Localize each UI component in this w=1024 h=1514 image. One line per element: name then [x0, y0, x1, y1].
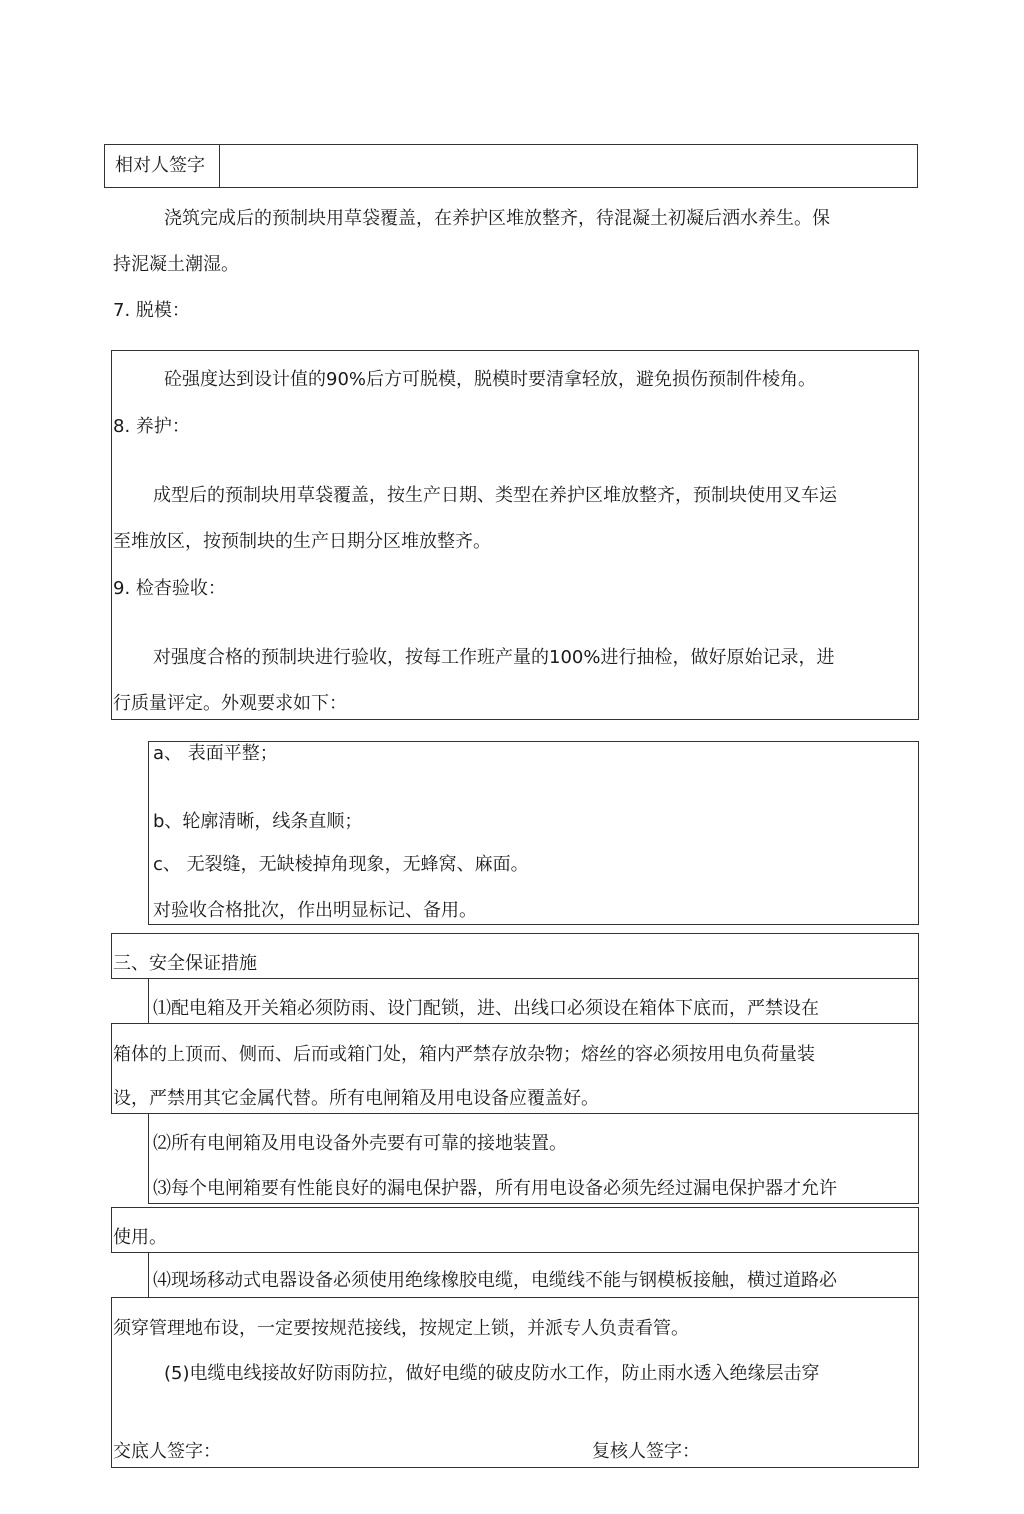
demold-heading: 7. 脱模：: [113, 300, 190, 321]
safety-item4-line-2: 须穿管理地布设，一定要按规范接线，按规定上锁，并派专人负责看管。: [113, 1318, 689, 1339]
curing-text-line-2: 至堆放区，按预制块的生产日期分区堆放整齐。: [113, 531, 491, 552]
demold-text: 砼强度达到设计值的90%后方可脱模，脱模时要清拿轻放，避免损伤预制件棱角。: [164, 369, 817, 390]
safety-item4-line-1: ⑷现场移动式电器设备必须使用绝缘橡胶电缆，电缆线不能与钢模板接触，横过道路必: [153, 1270, 837, 1291]
curing-text-line-1: 成型后的预制块用草袋覆盖，按生产日期、类型在养护区堆放整齐，预制块使用叉车运: [153, 485, 837, 506]
reviewer-signature-label: 复核人签字：: [592, 1441, 700, 1462]
safety-item3-line-1: ⑶每个电闸箱要有性能良好的漏电保护器，所有用电设备必须先经过漏电保护器才允许: [153, 1178, 837, 1199]
curing-intro-line-1: 浇筑完成后的预制块用草袋覆盖，在养护区堆放整齐，待混凝土初凝后洒水养生。保: [164, 208, 830, 229]
inspect-heading: 9. 检杳验收：: [113, 578, 226, 599]
requirement-a: a、 表面平整；: [153, 743, 278, 764]
safety-item5-line-1: (5)电缆电线接故好防雨防拉，做好电缆的破皮防水工作，防止雨水透入绝缘层击穿: [164, 1363, 820, 1384]
requirement-mark: 对验收合格批次，作出明显标记、备用。: [153, 900, 477, 921]
safety-item1-line-3: 设，严禁用其它金属代替。所有电闸箱及用电设备应覆盖好。: [113, 1088, 599, 1109]
signature-label: 相对人签字: [115, 155, 205, 176]
briefer-signature-label: 交底人签字：: [113, 1441, 221, 1462]
safety-item3-b-box: [111, 1207, 919, 1253]
requirement-c: c、 无裂缝，无缺棱掉角现象，无蜂窝、麻面。: [153, 854, 529, 875]
safety-item2: ⑵所有电闸箱及用电设备外壳要有可靠的接地装置。: [153, 1133, 567, 1154]
signature-table-divider: [219, 144, 220, 188]
curing-intro-line-2: 持泥凝土潮湿。: [113, 254, 239, 275]
safety-item3-line-2: 使用。: [113, 1227, 167, 1248]
signature-table: [104, 144, 918, 188]
requirement-b: b、轮廓清晰，线条直顺；: [153, 811, 363, 832]
inspect-text-line-1: 对强度合格的预制块进行验收，按每工作班产量的100%进行抽检，做好原始记录，进: [153, 647, 835, 668]
safety-item1-line-1: ⑴配电箱及开关箱必须防雨、设门配锁，进、出线口必须设在箱体下底而，严禁设在: [153, 998, 819, 1019]
safety-heading: 三、安全保证措施: [113, 953, 257, 974]
inspect-text-line-2: 行质量评定。外观要求如下：: [113, 693, 347, 714]
safety-item1-line-2: 箱体的上顶而、侧而、后而或箱门处，箱内严禁存放杂物；熔丝的容必须按用电负荷量装: [113, 1044, 815, 1065]
curing-heading: 8. 养护：: [113, 416, 190, 437]
